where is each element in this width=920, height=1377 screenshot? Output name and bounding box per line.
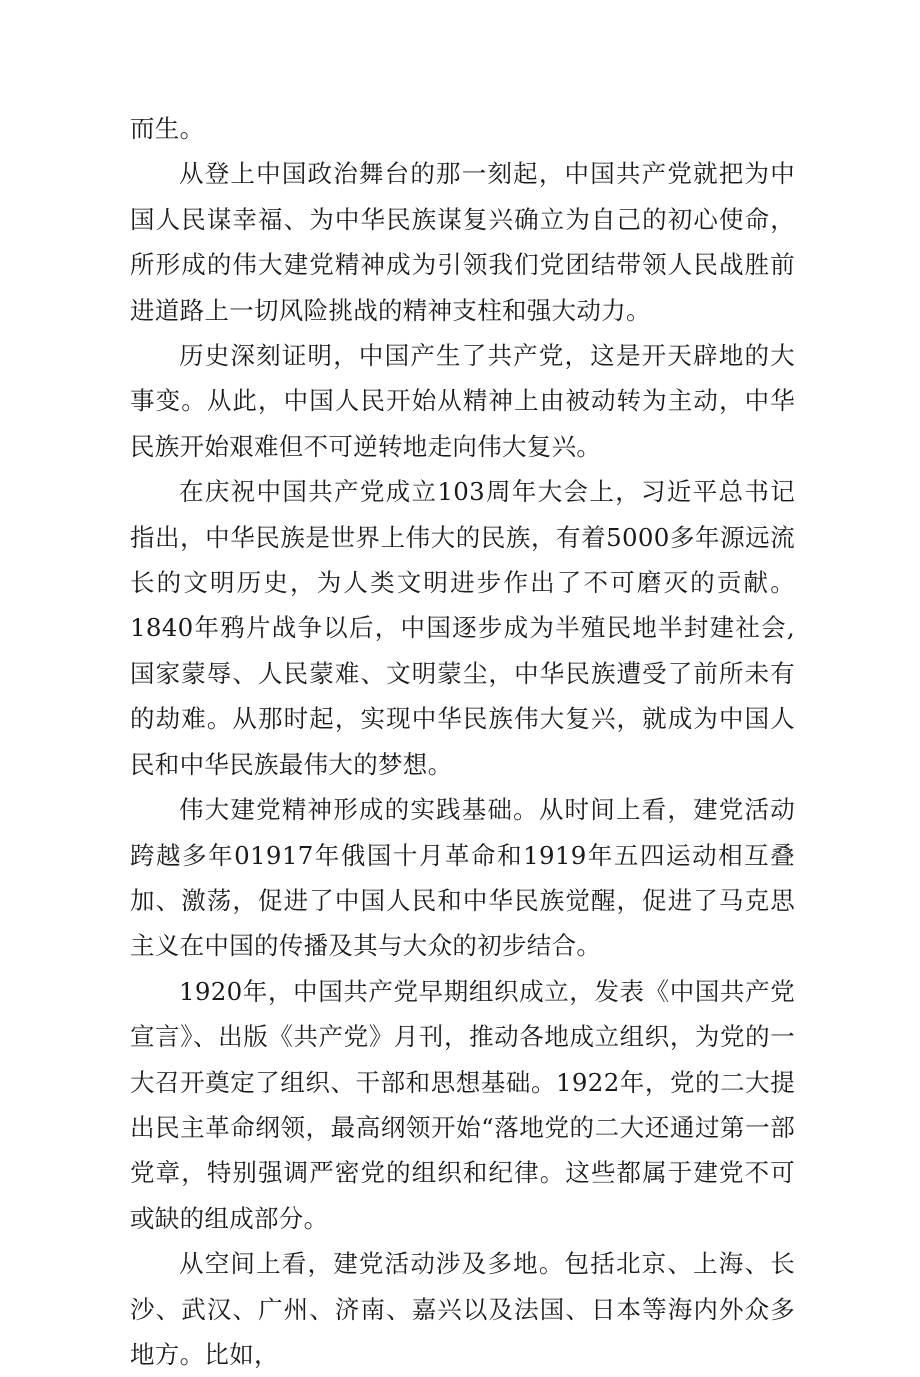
paragraph: 1920年，中国共产党早期组织成立，发表《中国共产党宣言》、出版《共产党》月刊，推动各地成立组织，为党的一大召开奠定了组织、干部和思想基础。1922年，党的二大提出民主革命纲领，最高纲领开始“落地党的二大还通过第一部党章，特别强调严密党的组织和纪律。这些都属于建党不可或缺的组成部分。 xyxy=(130,976,795,1233)
paragraph: 从空间上看，建党活动涉及多地。包括北京、上海、长沙、武汉、广州、济南、嘉兴以及法国、日本等海内外众多地方。比如， xyxy=(130,1249,795,1369)
document-body xyxy=(130,106,795,1377)
paragraph: 从登上中国政治舞台的那一刻起，中国共产党就把为中国人民谋幸福、为中华民族谋复兴确立为自己的初心使命，所形成的伟大建党精神成为引领我们党团结带领人民战胜前进道路上一切风险挑战的精神支柱和强大动力。 xyxy=(130,159,795,325)
paragraph: 历史深刻证明，中国产生了共产党，这是开天辟地的大事变。从此，中国人民开始从精神上由被动转为主动，中华民族开始艰难但不可逆转地走向伟大复兴。 xyxy=(130,341,795,461)
paragraph: 而生。 xyxy=(130,114,205,143)
paragraph: 伟大建党精神形成的实践基础。从时间上看，建党活动跨越多年01917年俄国十月革命和1919年五四运动相互叠加、激荡，促进了中国人民和中华民族觉醒，促进了马克思主义在中国的传播及其与大众的初步结合。 xyxy=(130,795,795,961)
paragraph: 在庆祝中国共产党成立103周年大会上，习近平总书记指出，中华民族是世界上伟大的民族，有着5000多年源远流长的文明历史，为人类文明进步作出了不可磨灭的贡献。1840年鸦片战争以后，中国逐步成为半殖民地半封建社会,国家蒙辱、人民蒙难、文明蒙尘，中华民族遭受了前所未有的劫难。从那时起，实现中华民族伟大复兴，就成为中国人民和中华民族最伟大的梦想。 xyxy=(130,477,795,779)
